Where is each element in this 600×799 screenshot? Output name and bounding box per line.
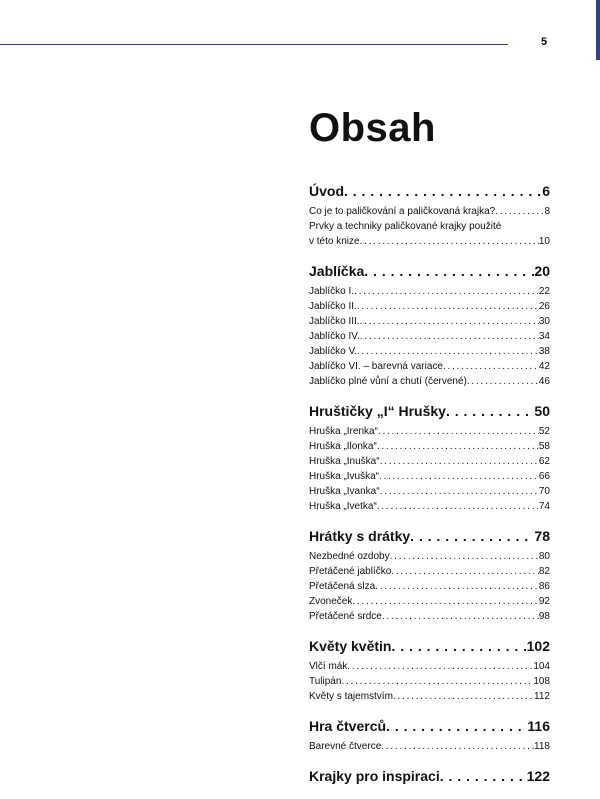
toc-entry[interactable] bbox=[309, 659, 550, 674]
section-title: Úvod bbox=[309, 183, 344, 199]
section-page: 78 bbox=[534, 528, 550, 544]
entry-label: Co je to paličkování a paličkovaná krajka? bbox=[309, 206, 496, 217]
leader-dots bbox=[495, 204, 544, 219]
toc-entry[interactable] bbox=[309, 469, 550, 484]
toc-section-heading[interactable] bbox=[309, 527, 550, 546]
entry-page: 92 bbox=[538, 596, 550, 607]
entry-label: Přetáčené srdce bbox=[309, 611, 382, 622]
toc-section-heading[interactable] bbox=[309, 262, 550, 281]
table-of-contents bbox=[309, 182, 550, 799]
leader-dots bbox=[344, 182, 542, 201]
toc-entry[interactable] bbox=[309, 674, 550, 689]
leader-dots bbox=[364, 262, 534, 281]
toc-section bbox=[309, 527, 550, 624]
leader-dots bbox=[391, 637, 526, 656]
entry-label: Jablíčko II. bbox=[309, 301, 357, 312]
entry-label: Hruška „Ivetka“ bbox=[309, 501, 377, 512]
entry-page: 108 bbox=[533, 676, 550, 687]
entry-label: Přetáčená slza bbox=[309, 581, 376, 592]
entry-page: 46 bbox=[538, 376, 550, 387]
entry-label: Jablíčko IV. bbox=[309, 331, 360, 342]
leader-dots bbox=[347, 659, 533, 674]
entry-page: 8 bbox=[544, 206, 550, 217]
toc-entry[interactable] bbox=[309, 359, 550, 374]
entry-page: 30 bbox=[538, 316, 550, 327]
entry-label: Hruška „Ivanka“ bbox=[309, 486, 380, 497]
section-page: 20 bbox=[534, 263, 550, 279]
toc-entry[interactable] bbox=[309, 344, 550, 359]
leader-dots bbox=[352, 594, 539, 609]
section-page: 50 bbox=[534, 403, 550, 419]
toc-entry[interactable] bbox=[309, 284, 550, 299]
section-page: 116 bbox=[527, 718, 550, 734]
leader-dots bbox=[360, 234, 539, 249]
leader-dots bbox=[393, 689, 534, 704]
leader-dots bbox=[381, 739, 534, 754]
toc-entry-label-line: Prvky a techniky paličkované krajky použité bbox=[309, 221, 502, 232]
entry-label: Zvoneček bbox=[309, 596, 353, 607]
leader-dots bbox=[378, 424, 539, 439]
toc-section bbox=[309, 717, 550, 754]
leader-dots bbox=[379, 469, 539, 484]
leader-dots bbox=[360, 329, 539, 344]
section-title: Krajky pro inspiraci bbox=[309, 768, 440, 784]
toc-entry[interactable] bbox=[309, 609, 550, 624]
leader-dots bbox=[386, 717, 527, 736]
entry-page: 98 bbox=[538, 611, 550, 622]
entry-label: Jablíčko VI. – barevná variace bbox=[309, 361, 443, 372]
section-page: 102 bbox=[526, 638, 550, 654]
toc-section bbox=[309, 182, 550, 249]
entry-label: Tulipán bbox=[309, 676, 342, 687]
entry-label: Jablíčko I. bbox=[309, 286, 355, 297]
toc-entry[interactable] bbox=[309, 564, 550, 579]
leader-dots bbox=[377, 439, 539, 454]
entry-label: Nezbedné ozdoby bbox=[309, 551, 390, 562]
section-title: Hruštičky „I“ Hrušky bbox=[309, 403, 446, 419]
entry-page: 52 bbox=[538, 426, 550, 437]
toc-entry[interactable] bbox=[309, 689, 550, 704]
toc-section bbox=[309, 402, 550, 514]
leader-dots bbox=[440, 767, 527, 786]
entry-page: 70 bbox=[538, 486, 550, 497]
entry-page: 22 bbox=[538, 286, 550, 297]
entry-page: 82 bbox=[538, 566, 550, 577]
entry-page: 38 bbox=[538, 346, 550, 357]
entry-page: 66 bbox=[538, 471, 550, 482]
entry-label: Jablíčko III. bbox=[309, 316, 360, 327]
entry-label: v této knize bbox=[309, 236, 360, 247]
leader-dots bbox=[380, 484, 539, 499]
entry-page: 74 bbox=[538, 501, 550, 512]
toc-section-heading[interactable] bbox=[309, 717, 550, 736]
entry-page: 58 bbox=[538, 441, 550, 452]
entry-label: Jablíčko V. bbox=[309, 346, 357, 357]
leader-dots bbox=[357, 344, 539, 359]
leader-dots bbox=[360, 314, 539, 329]
toc-entry[interactable] bbox=[309, 499, 550, 514]
section-title: Květy květin bbox=[309, 638, 392, 654]
leader-dots bbox=[357, 299, 539, 314]
leader-dots bbox=[341, 674, 533, 689]
entry-label: Hruška „Ivuška“ bbox=[309, 471, 380, 482]
toc-entry[interactable] bbox=[309, 594, 550, 609]
leader-dots bbox=[446, 402, 534, 421]
section-title: Hrátky s drátky bbox=[309, 528, 411, 544]
toc-entry[interactable] bbox=[309, 739, 550, 754]
entry-page: 86 bbox=[538, 581, 550, 592]
entry-page: 10 bbox=[538, 236, 550, 247]
leader-dots bbox=[382, 609, 539, 624]
entry-label: Hruška „Inuška“ bbox=[309, 456, 380, 467]
entry-label: Květy s tajemstvím bbox=[309, 691, 393, 702]
header-rule bbox=[0, 44, 508, 45]
toc-entry[interactable] bbox=[309, 374, 550, 389]
entry-page: 80 bbox=[538, 551, 550, 562]
toc-section-heading[interactable] bbox=[309, 182, 550, 201]
entry-label: Přetáčené jablíčko bbox=[309, 566, 392, 577]
leader-dots bbox=[443, 359, 539, 374]
toc-section bbox=[309, 637, 550, 704]
toc-entry[interactable] bbox=[309, 424, 550, 439]
toc-entry[interactable] bbox=[309, 204, 550, 219]
toc-entry[interactable] bbox=[309, 549, 550, 564]
entry-page: 34 bbox=[538, 331, 550, 342]
section-title: Jablíčka bbox=[309, 263, 365, 279]
leader-dots bbox=[467, 374, 539, 389]
entry-page: 104 bbox=[533, 661, 550, 672]
section-title: Hra čtverců bbox=[309, 718, 387, 734]
toc-entry[interactable] bbox=[309, 439, 550, 454]
page-number: 5 bbox=[541, 36, 548, 48]
entry-label: Jablíčko plné vůní a chutí (červené) bbox=[309, 376, 467, 387]
leader-dots bbox=[380, 454, 539, 469]
toc-entry[interactable] bbox=[309, 299, 550, 314]
leader-dots bbox=[354, 284, 539, 299]
toc-section-heading[interactable] bbox=[309, 637, 550, 656]
leader-dots bbox=[377, 499, 539, 514]
entry-page: 118 bbox=[534, 741, 550, 752]
entry-page: 62 bbox=[538, 456, 550, 467]
leader-dots bbox=[390, 549, 539, 564]
page-title: Obsah bbox=[309, 106, 436, 150]
edge-stripe bbox=[596, 0, 600, 60]
entry-label: Hruška „Ilonka“ bbox=[309, 441, 377, 452]
section-page: 122 bbox=[526, 768, 550, 784]
entry-label: Barevné čtverce bbox=[309, 741, 382, 752]
entry-page: 112 bbox=[534, 691, 550, 702]
toc-section-heading[interactable] bbox=[309, 402, 550, 421]
entry-label: Vlčí mák bbox=[309, 661, 348, 672]
toc-section bbox=[309, 262, 550, 389]
leader-dots bbox=[410, 527, 534, 546]
toc-section bbox=[309, 767, 550, 786]
toc-entry[interactable] bbox=[309, 579, 550, 594]
toc-entry[interactable] bbox=[309, 314, 550, 329]
entry-label: Hruška „Irenka“ bbox=[309, 426, 378, 437]
toc-entry[interactable] bbox=[309, 234, 550, 249]
entry-page: 26 bbox=[538, 301, 550, 312]
entry-page: 42 bbox=[538, 361, 550, 372]
toc-section-heading[interactable] bbox=[309, 767, 550, 786]
toc-entry[interactable] bbox=[309, 329, 550, 344]
section-page: 6 bbox=[542, 183, 550, 199]
toc-entry[interactable] bbox=[309, 484, 550, 499]
toc-entry[interactable] bbox=[309, 454, 550, 469]
leader-dots bbox=[375, 579, 539, 594]
leader-dots bbox=[391, 564, 539, 579]
